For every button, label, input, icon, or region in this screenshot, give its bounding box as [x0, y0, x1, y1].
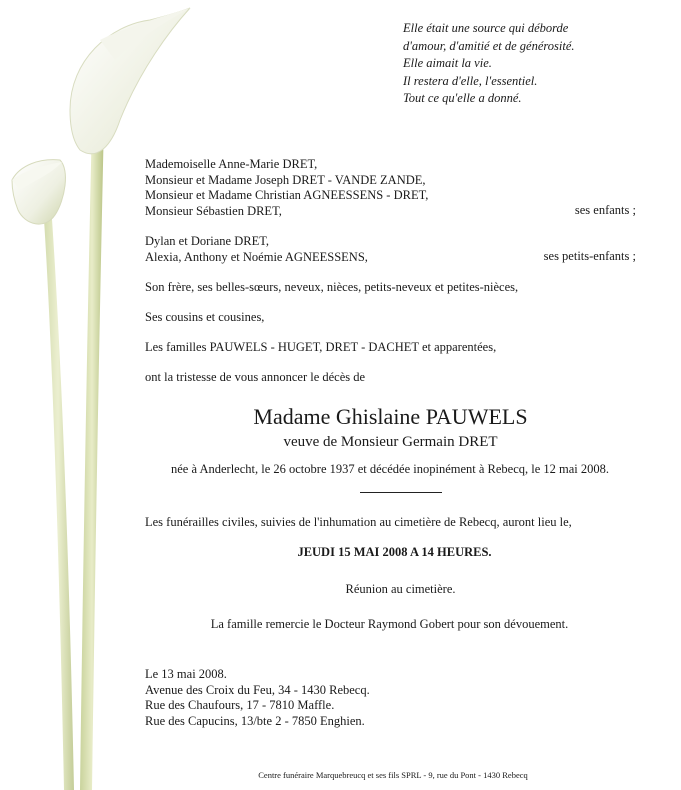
funeral-home-footer: Centre funéraire Marquebreucq et ses fils SPRL - 9, rue du Pont - 1430 Rebecq	[258, 770, 528, 780]
poem-line: Il restera d'elle, l'essentiel.	[403, 73, 538, 88]
child-name: Monsieur et Madame Joseph DRET - VANDE ZANDE,	[145, 172, 426, 187]
funeral-text: Les funérailles civiles, suivies de l'inhumation au cimetière de Rebecq, auront lieu le,	[145, 515, 572, 529]
meeting-place: Réunion au cimetière.	[345, 582, 456, 596]
families-line: Les familles PAUWELS - HUGET, DRET - DACHET et apparentées,	[145, 340, 497, 354]
poem	[403, 20, 575, 108]
thanks-line: La famille remercie le Docteur Raymond Gobert pour son dévouement.	[210, 617, 569, 631]
birth-death-dates: née à Anderlecht, le 26 octobre 1937 et décédée inopinément à Rebecq, le 12 mai 2008.	[171, 462, 610, 476]
poem-line: Elle aimait la vie.	[403, 56, 492, 70]
address-line: Rue des Capucins, 13/bte 2 - 7850 Enghien.	[145, 713, 365, 728]
child-name: Monsieur et Madame Christian AGNEESSENS - DRET,	[145, 188, 429, 202]
siblings-line: Son frère, ses belles-sœurs, neveux, nièces, petits-neveux et petites-nièces,	[145, 280, 519, 294]
children-label: ses enfants ;	[574, 203, 636, 217]
deceased-surname: PAUWELS	[425, 404, 528, 429]
separator-line	[360, 492, 442, 493]
announcement-line: ont la tristesse de vous annoncer le décès de	[145, 370, 366, 384]
addresses	[145, 667, 370, 729]
grandchildren-label: ses petits-enfants ;	[543, 249, 636, 263]
date-line: Le 13 mai 2008.	[145, 667, 227, 681]
deceased-name	[0, 404, 681, 430]
child-name: Monsieur Sébastien DRET,	[145, 203, 282, 218]
child-name: Mademoiselle Anne-Marie DRET,	[145, 157, 318, 171]
cousins-line: Ses cousins et cousines,	[145, 310, 265, 324]
widow-of: veuve de Monsieur Germain DRET	[283, 434, 498, 450]
address-line: Rue des Chaufours, 17 - 7810 Maffle.	[145, 698, 335, 712]
address-line: Avenue des Croix du Feu, 34 - 1430 Rebecq.	[145, 682, 370, 697]
poem-line: d'amour, d'amitié et de générosité.	[403, 38, 575, 53]
funeral-date: JEUDI 15 MAI 2008 A 14 HEURES.	[297, 545, 492, 559]
grandchildren-list	[145, 234, 368, 265]
poem-line: Elle était une source qui déborde	[403, 21, 569, 35]
grandchild-name: Dylan et Doriane DRET,	[145, 234, 270, 248]
deceased-prefix: Madame Ghislaine	[253, 404, 421, 429]
poem-line: Tout ce qu'elle a donné.	[403, 91, 522, 105]
children-list	[145, 157, 428, 219]
grandchild-name: Alexia, Anthony et Noémie AGNEESSENS,	[145, 249, 368, 264]
